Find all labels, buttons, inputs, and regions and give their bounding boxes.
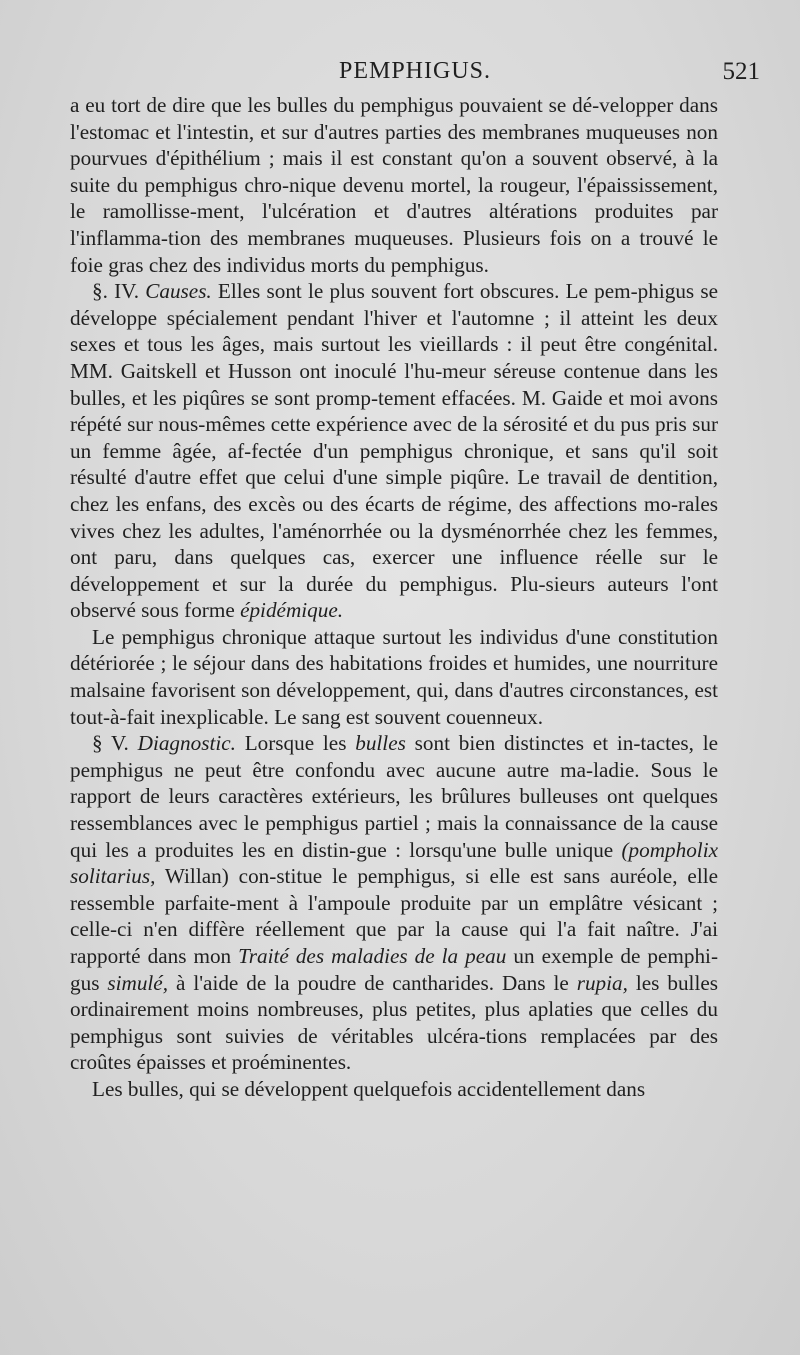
text-run: sont bien distinctes et in-tactes, le pemphigus ne peut être confondu avec aucune autre ma-ladie. Sous le rapport de leurs caractères extérieurs, les brûlures bulleuses ont quelques ressemblances avec le pemphigus partiel ; mais la connaissance de la cause qui les a produites les en distin-gue : lorsqu'une bulle unique — [70, 731, 718, 862]
text-run: épidémique. — [240, 598, 344, 623]
paragraph-4 — [70, 1076, 718, 1103]
text-run: Willan) con-stitue le pemphigus, si elle est sans auréole, elle ressemble parfaite-ment à l'ampoule produite par un emplâtre vésicant ; celle-ci n'en diffère réellement que par la cause qui l'a fait naître. J'ai rapporté dans mon — [70, 864, 718, 968]
text-run: simulé, — [107, 970, 169, 995]
paragraph-2 — [70, 624, 718, 730]
page-header — [70, 52, 760, 92]
text-run: §. IV. — [92, 279, 146, 304]
text-run: Lorsque les — [235, 731, 356, 756]
text-run: Traité des maladies de la peau — [238, 944, 507, 968]
running-title: PEMPHIGUS. — [338, 58, 492, 84]
paragraph-3 — [70, 730, 718, 1076]
body-text — [70, 92, 718, 1103]
text-run: les bulles ordinairement moins nombreuses, plus petites, plus aplaties que celles du pemphigus sont suivies de véritables ulcéra-tions remplacées par des croûtes épaisses et proéminentes. — [70, 970, 718, 1075]
text-run: Elles sont le plus souvent fort obscures. Le pem-phigus se développe spécialement pendant l'hiver et l'automne ; il atteint les deux sexes et tous les âges, mais surtout les vieillards : il peut être congénital. MM. Gaitskell et Husson ont inoculé l'hu-meur séreuse contenue dans les bulles, et les piqûres se sont promp-tement effacées. M. Gaide et moi avons répété sur nous-mêmes cette expérience avec de la sérosité et du pus pris sur un femme âgée, af-fectée d'un pemphigus chronique, et sans qu'il soit résulté d'autre effet que celui d'une simple piqûre. Le travail de dentition, chez les enfans, des excès ou des écarts de régime, des affections mo-rales vives chez les adultes, l'aménorrhée ou la dysménorrhée chez les femmes, ont paru, dans quelques cas, exercer une influence réelle sur le développement et sur la durée du pemphigus. Plu-sieurs auteurs l'ont observé sous forme — [70, 279, 719, 623]
text-run: Les bulles, qui se développent quelquefois accidentellement dans — [92, 1076, 646, 1101]
text-run: Le pemphigus chronique attaque surtout les individus d'une constitution détériorée ; le séjour dans des habitations froides et humides, une nourriture malsaine favorisent son développement, qui, dans d'autres circonstances, est tout-à-fait inexplicable. Le sang est souvent couenneux. — [70, 624, 718, 729]
text-run: a eu tort de dire que les bulles du pemphigus pouvaient se dé-velopper dans l'estomac et l'intestin, et sur d'autres parties des membranes muqueuses non pourvues d'épithélium ; mais il est constant qu'on a souvent observé, à la suite du pemphigus chro-nique devenu mortel, la rougeur, l'épaississement, le ramollisse-ment, l'ulcération et d'autres altérations produites par l'inflamma-tion des membranes muqueuses. Plusieurs fois on a trouvé le foie gras chez des individus morts du pemphigus. — [70, 93, 718, 277]
paragraph-0 — [70, 92, 718, 278]
text-run: à l'aide de la poudre de cantharides. Dans le — [168, 970, 577, 995]
text-run: rupia, — [576, 970, 628, 995]
text-run: (pompholix solitarius, — [70, 837, 718, 889]
page-number: 521 — [722, 58, 760, 85]
text-run: § V. — [92, 731, 138, 756]
text-run: Causes. — [145, 279, 212, 304]
paragraph-1 — [70, 278, 718, 624]
text-run: un exemple de pemphi-gus — [70, 944, 719, 995]
text-run: Diagnostic. — [137, 731, 236, 756]
text-run: bulles — [355, 731, 406, 756]
